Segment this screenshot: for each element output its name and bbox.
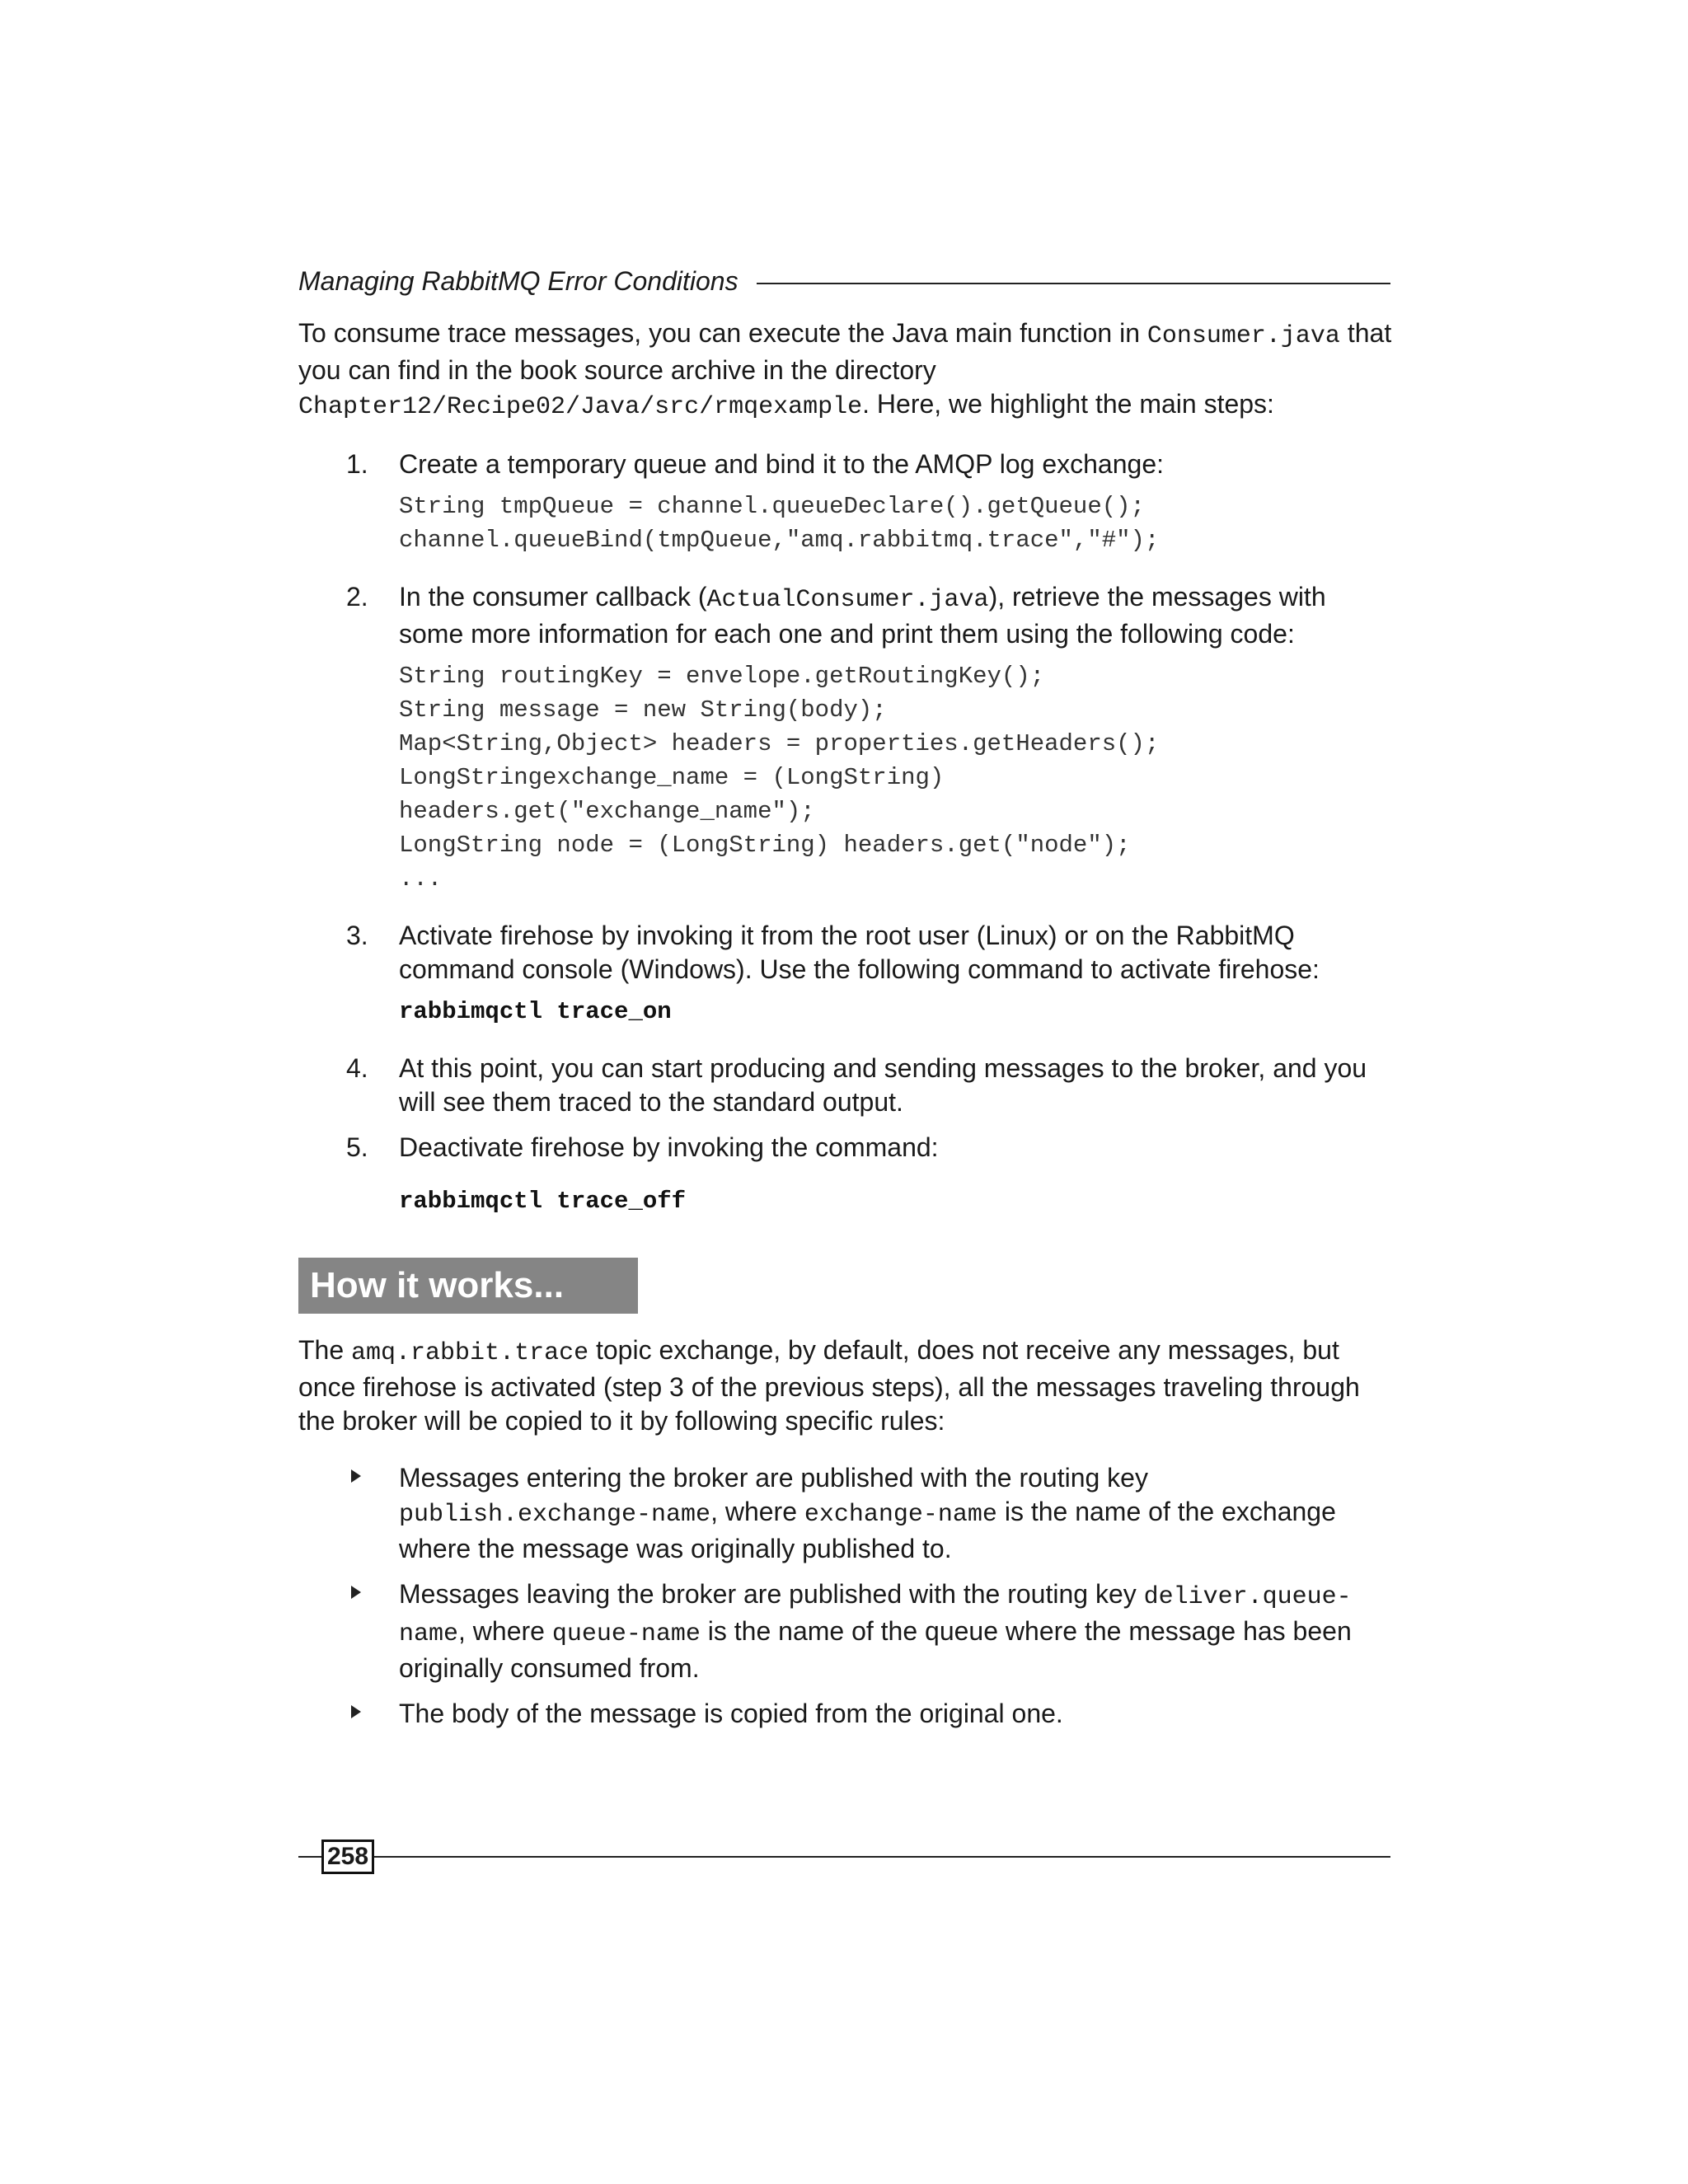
- intro-text-1: To consume trace messages, you can execute the Java main function in: [298, 318, 1147, 348]
- header-rule: [757, 283, 1390, 284]
- bullet-text: The body of the message is copied from the original one.: [399, 1699, 1063, 1728]
- bullet-text: [399, 1577, 1395, 1685]
- intro-text-2: that you can find in the book source archive in the directory: [298, 318, 1392, 385]
- step-number: 5.: [346, 1132, 368, 1162]
- step-number: 2.: [346, 582, 368, 612]
- bullet-arrow-icon: [351, 1469, 361, 1483]
- step-text: Create a temporary queue and bind it to the AMQP log exchange:: [399, 449, 1164, 479]
- step-text: Deactivate firehose by invoking the command:: [399, 1132, 939, 1162]
- section-heading: How it works...: [298, 1258, 638, 1314]
- bullet-code-1: publish.exchange-name: [399, 1501, 711, 1529]
- bullet-code-2: exchange-name: [804, 1501, 997, 1529]
- bullet-text-3: is the name of the queue where the message has been originally consumed from.: [399, 1616, 1352, 1683]
- step-text: Activate firehose by invoking it from the root user (Linux) or on the RabbitMQ command console (Windows). Use the following command to activate firehose:: [399, 921, 1320, 984]
- step-text: At this point, you can start producing and sending messages to the broker, and you will see them traced to the standard output.: [399, 1053, 1367, 1117]
- bullet-item: [298, 1697, 1395, 1731]
- step-number: 3.: [346, 921, 368, 950]
- body-code-exchange: amq.rabbit.trace: [351, 1339, 589, 1367]
- bullet-item: [298, 1577, 1395, 1685]
- body-text-1: The: [298, 1335, 352, 1365]
- body-paragraph: [298, 1333, 1395, 1438]
- intro-code-consumer: Consumer.java: [1146, 322, 1340, 350]
- bullet-text-3: is the name of the exchange where the message was originally published to.: [399, 1497, 1336, 1563]
- step-4: [298, 1052, 1395, 1119]
- step-2: [298, 580, 1395, 896]
- body-text-2: topic exchange, by default, does not receive any messages, but once firehose is activated (step 3 of the previous steps), all the messages traveling through the broker will be copied to it by following specific rules:: [298, 1335, 1360, 1436]
- page-number: 258: [321, 1840, 374, 1874]
- step-text: [399, 580, 1395, 651]
- bullet-text-1: Messages leaving the broker are published with the routing key: [399, 1579, 1144, 1609]
- step-number: 4.: [346, 1053, 368, 1083]
- bullet-text-2: , where: [458, 1616, 552, 1646]
- intro-paragraph: [298, 316, 1395, 424]
- code-block: String routingKey = envelope.getRoutingKey(); String message = new String(body); Map<String,Object> headers = properties.getHeaders(); LongStringexchange_name = (LongString) headers.get("exchange_name"); LongString node = (LongString) headers.get("node"); ...: [399, 663, 1160, 893]
- bullet-arrow-icon: [351, 1705, 361, 1718]
- bullet-text-1: Messages entering the broker are published with the routing key: [399, 1463, 1148, 1493]
- page-footer: [298, 1840, 1390, 1872]
- bullet-code-2: queue-name: [551, 1620, 701, 1648]
- command-block: rabbimqctl trace_off: [399, 1188, 687, 1215]
- step-1: [298, 448, 1395, 557]
- bullet-text: [399, 1461, 1395, 1566]
- step-code-actualconsumer: ActualConsumer.java: [706, 586, 989, 614]
- bullet-arrow-icon: [351, 1586, 361, 1599]
- step-5: [298, 1131, 1395, 1218]
- code-block: String tmpQueue = channel.queueDeclare().getQueue(); channel.queueBind(tmpQueue,"amq.rabbitmq.trace","#");: [399, 493, 1160, 554]
- bullet-text-2: , where: [710, 1497, 804, 1526]
- running-header: [298, 262, 1390, 300]
- page-content: [298, 316, 1395, 1742]
- bullet-item: [298, 1461, 1395, 1566]
- command-block: rabbimqctl trace_on: [399, 998, 672, 1025]
- intro-text-3: . Here, we highlight the main steps:: [862, 389, 1274, 419]
- bullet-code-1: deliver.queue-name: [399, 1583, 1352, 1648]
- step-text-1: In the consumer callback (: [399, 582, 707, 612]
- step-number: 1.: [346, 449, 368, 479]
- intro-code-directory: Chapter12/Recipe02/Java/src/rmqexample: [298, 393, 863, 421]
- footer-rule: [298, 1856, 1390, 1858]
- step-3: [298, 919, 1395, 1029]
- chapter-title: Managing RabbitMQ Error Conditions: [298, 265, 738, 296]
- step-text-2: ), retrieve the messages with some more information for each one and print them using the following code:: [399, 582, 1326, 649]
